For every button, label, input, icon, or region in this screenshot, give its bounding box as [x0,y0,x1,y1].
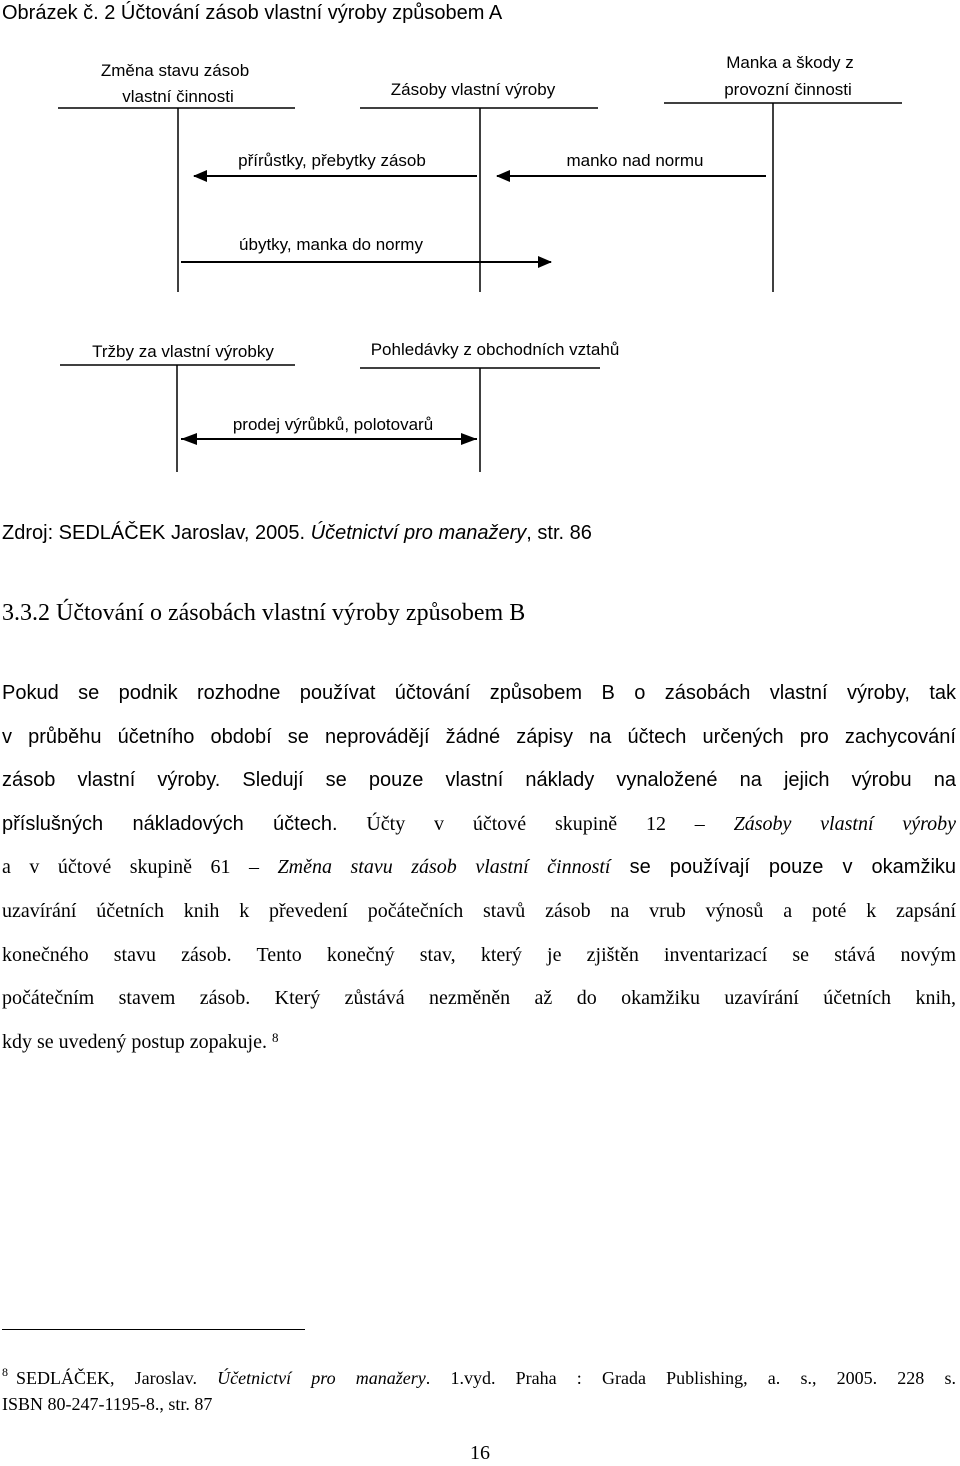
flow-decreases [181,235,551,262]
paragraph-line: v průběhu účetního období se neprovádějí žádné zápisy na účtech určených pro zachycování [2,725,956,748]
arrowhead-left [181,433,197,445]
footnote-number: 8 [2,1365,8,1379]
t-account-own-production-stock [360,80,598,292]
account-title-receivables: Pohledávky z obchodních vztahů [370,340,620,359]
flow-label-excess-loss: manko nad normu [566,151,704,170]
account-title-loss-line1: Manka a škody z [726,53,854,72]
body-paragraph [2,672,956,1064]
paragraph-line: zásob vlastní výroby. Sledují se pouze vlastní náklady vynaložené na jejich výrobu na [2,769,956,792]
t-account-receivables [360,340,619,472]
flow-label-sale: prodej výrůbků, polotovarů [232,415,434,434]
source-suffix: , str. 86 [526,522,592,544]
accounting-diagram [0,0,960,480]
figure-source [2,522,592,545]
arrowhead-right [461,433,477,445]
paragraph-line: příslušných nákladových účtech. Účty v účtové skupině 12 – Zásoby vlastní výroby [2,812,956,835]
t-account-sales [60,342,295,472]
flow-label-decreases: úbytky, manka do normy [239,235,423,254]
page-number: 16 [470,1442,490,1464]
paragraph-line: uzavírání účetních knih k převedení počátečních stavů zásob na vrub výnosů a poté k zapsání [2,899,956,922]
paragraph-line: kdy se uvedený postup zopakuje. $^8$ [2,1029,279,1053]
footnote [2,1366,956,1416]
figure-caption: Obrázek č. 2 Účtování zásob vlastní výroby způsobem A [2,2,503,24]
account-title-stocks: Zásoby vlastní výroby [390,80,556,99]
paragraph-line: počátečním stavem zásob. Který zůstává nezměněn až do okamžiku uzavírání účetních knih, [2,987,956,1010]
t-account-losses [664,53,902,292]
account-title-loss-line2: provozní činnosti [724,80,852,99]
paragraph-line: a v účtové skupině 61 – Změna stavu zásob vlastní činností se používají pouze v okamžiku [2,856,957,879]
paragraph-line: konečného stavu zásob. Tento konečný stav, který je zjištěn inventarizací se stává novým [2,943,956,966]
footnote-line: $^8$ SEDLÁČEK, Jaroslav. Účetnictví pro manažery. 1.vyd. Praha : Grada Publishing, a. s., 2005. 228 s. [2,1365,956,1388]
flow-label-increases: přírůstky, přebytky zásob [238,151,426,170]
footnote-line: ISBN 80-247-1195-8., str. 87 [2,1394,213,1414]
account-title-change-line2: vlastní činnosti [122,87,234,106]
flow-increases [194,151,477,176]
source-prefix: Zdroj: SEDLÁČEK Jaroslav, 2005. [2,522,311,544]
flow-excess-loss [497,151,766,176]
footnote-reference: 8 [271,1029,279,1045]
flow-sale [181,415,477,445]
source-title: Účetnictví pro manažery [310,522,527,544]
section-heading: 3.3.2 Účtování o zásobách vlastní výroby způsobem B [2,600,526,626]
footnote-separator [2,1329,305,1330]
paragraph-line: Pokud se podnik rozhodne používat účtování způsobem B o zásobách vlastní výroby, tak [2,682,956,704]
account-title-change-line1: Změna stavu zásob [100,61,250,80]
account-title-sales: Tržby za vlastní výrobky [92,342,274,361]
